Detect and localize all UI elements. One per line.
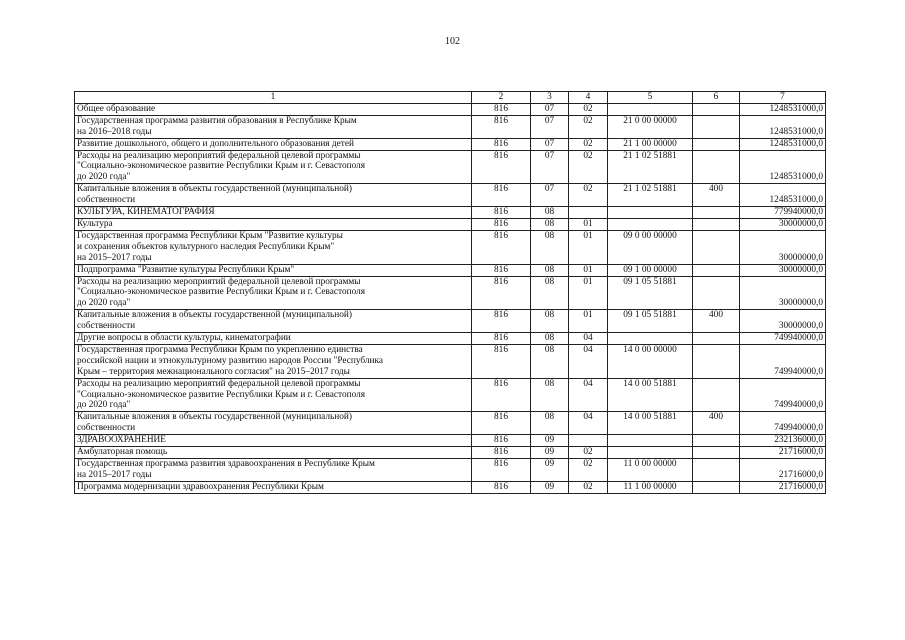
item-name-cell: Государственная программа Республики Крым "Развитие культуры и сохранения объектов культурного наследия Республики Крым" на 2015–2017 годы	[75, 230, 472, 264]
expense-type-cell: 400	[693, 184, 740, 207]
expense-type-cell	[693, 435, 740, 447]
amount-cell: 21716000,0	[740, 481, 826, 493]
ministry-code-cell: 816	[472, 138, 531, 150]
table-row	[75, 447, 826, 459]
section-code-cell: 09	[531, 435, 569, 447]
subsection-code-cell: 01	[569, 230, 608, 264]
item-name-cell: Государственная программа Республики Крым по укреплению единства российской нации и этнокультурному развитию народов России "Республика Крым – территория межнационального согласия" на 2015–2017 годы	[75, 344, 472, 378]
table-row	[75, 264, 826, 276]
table-row	[75, 207, 826, 219]
subsection-code-cell: 01	[569, 218, 608, 230]
header-cell: 7	[740, 92, 826, 104]
amount-cell: 749940000,0	[740, 412, 826, 435]
ministry-code-cell: 816	[472, 459, 531, 482]
expense-type-cell	[693, 276, 740, 310]
item-name-cell: Развитие дошкольного, общего и дополнительного образования детей	[75, 138, 472, 150]
target-article-cell	[608, 103, 693, 115]
expense-type-cell: 400	[693, 310, 740, 333]
subsection-code-cell: 02	[569, 184, 608, 207]
amount-cell: 30000000,0	[740, 276, 826, 310]
subsection-code-cell	[569, 207, 608, 219]
section-code-cell: 08	[531, 264, 569, 276]
table-row	[75, 459, 826, 482]
item-name-cell: Капитальные вложения в объекты государственной (муниципальной) собственности	[75, 310, 472, 333]
subsection-code-cell: 02	[569, 481, 608, 493]
table-row	[75, 481, 826, 493]
section-code-cell: 08	[531, 276, 569, 310]
budget-table	[74, 91, 826, 494]
ministry-code-cell: 816	[472, 230, 531, 264]
section-code-cell: 07	[531, 103, 569, 115]
amount-cell: 21716000,0	[740, 459, 826, 482]
section-code-cell: 08	[531, 344, 569, 378]
ministry-code-cell: 816	[472, 378, 531, 412]
table-row	[75, 150, 826, 184]
header-cell: 4	[569, 92, 608, 104]
table-row	[75, 230, 826, 264]
header-cell: 6	[693, 92, 740, 104]
item-name-cell: КУЛЬТУРА, КИНЕМАТОГРАФИЯ	[75, 207, 472, 219]
amount-cell: 1248531000,0	[740, 103, 826, 115]
table-row	[75, 276, 826, 310]
table-row	[75, 184, 826, 207]
section-code-cell: 08	[531, 333, 569, 345]
ministry-code-cell: 816	[472, 207, 531, 219]
item-name-cell: Капитальные вложения в объекты государственной (муниципальной) собственности	[75, 184, 472, 207]
expense-type-cell: 400	[693, 412, 740, 435]
subsection-code-cell: 02	[569, 138, 608, 150]
item-name-cell: Расходы на реализацию мероприятий федеральной целевой программы "Социально-экономическое развитие Республики Крым и г. Севастополя до 2020 года"	[75, 276, 472, 310]
item-name-cell: Культура	[75, 218, 472, 230]
section-code-cell: 07	[531, 115, 569, 138]
target-article-cell: 21 1 02 51881	[608, 150, 693, 184]
target-article-cell	[608, 447, 693, 459]
subsection-code-cell: 02	[569, 103, 608, 115]
section-code-cell: 07	[531, 150, 569, 184]
table-row	[75, 310, 826, 333]
table-row	[75, 435, 826, 447]
target-article-cell	[608, 333, 693, 345]
item-name-cell: Государственная программа развития здравоохранения в Республике Крым на 2015–2017 годы	[75, 459, 472, 482]
item-name-cell: Другие вопросы в области культуры, кинематографии	[75, 333, 472, 345]
ministry-code-cell: 816	[472, 333, 531, 345]
item-name-cell: ЗДРАВООХРАНЕНИЕ	[75, 435, 472, 447]
section-code-cell: 08	[531, 378, 569, 412]
ministry-code-cell: 816	[472, 115, 531, 138]
amount-cell: 749940000,0	[740, 378, 826, 412]
target-article-cell: 21 1 02 51881	[608, 184, 693, 207]
target-article-cell: 21 0 00 00000	[608, 115, 693, 138]
target-article-cell	[608, 207, 693, 219]
target-article-cell: 09 1 05 51881	[608, 310, 693, 333]
item-name-cell: Программа модернизации здравоохранения Республики Крым	[75, 481, 472, 493]
expense-type-cell	[693, 447, 740, 459]
table-row	[75, 333, 826, 345]
subsection-code-cell	[569, 435, 608, 447]
expense-type-cell	[693, 138, 740, 150]
expense-type-cell	[693, 378, 740, 412]
expense-type-cell	[693, 218, 740, 230]
table-row	[75, 218, 826, 230]
ministry-code-cell: 816	[472, 310, 531, 333]
table-row	[75, 344, 826, 378]
header-cell: 3	[531, 92, 569, 104]
amount-cell: 21716000,0	[740, 447, 826, 459]
item-name-cell: Расходы на реализацию мероприятий федеральной целевой программы "Социально-экономическое развитие Республики Крым и г. Севастополя до 2020 года"	[75, 378, 472, 412]
expense-type-cell	[693, 459, 740, 482]
target-article-cell: 09 0 00 00000	[608, 230, 693, 264]
item-name-cell: Капитальные вложения в объекты государственной (муниципальной) собственности	[75, 412, 472, 435]
subsection-code-cell: 04	[569, 378, 608, 412]
amount-cell: 1248531000,0	[740, 150, 826, 184]
expense-type-cell	[693, 103, 740, 115]
ministry-code-cell: 816	[472, 184, 531, 207]
amount-cell: 30000000,0	[740, 264, 826, 276]
target-article-cell: 21 1 00 00000	[608, 138, 693, 150]
item-name-cell: Общее образование	[75, 103, 472, 115]
section-code-cell: 09	[531, 481, 569, 493]
expense-type-cell	[693, 344, 740, 378]
amount-cell: 30000000,0	[740, 310, 826, 333]
target-article-cell: 11 1 00 00000	[608, 481, 693, 493]
target-article-cell: 09 1 00 00000	[608, 264, 693, 276]
expense-type-cell	[693, 207, 740, 219]
expense-type-cell	[693, 230, 740, 264]
amount-cell: 749940000,0	[740, 344, 826, 378]
amount-cell: 1248531000,0	[740, 115, 826, 138]
table-row	[75, 412, 826, 435]
page-number: 102	[445, 36, 460, 47]
header-cell: 2	[472, 92, 531, 104]
expense-type-cell	[693, 481, 740, 493]
ministry-code-cell: 816	[472, 218, 531, 230]
target-article-cell: 14 0 00 51881	[608, 412, 693, 435]
section-code-cell: 07	[531, 138, 569, 150]
ministry-code-cell: 816	[472, 150, 531, 184]
ministry-code-cell: 816	[472, 344, 531, 378]
section-code-cell: 08	[531, 207, 569, 219]
section-code-cell: 08	[531, 412, 569, 435]
section-code-cell: 08	[531, 310, 569, 333]
amount-cell: 779940000,0	[740, 207, 826, 219]
subsection-code-cell: 02	[569, 115, 608, 138]
section-code-cell: 08	[531, 218, 569, 230]
item-name-cell: Расходы на реализацию мероприятий федеральной целевой программы "Социально-экономическое развитие Республики Крым и г. Севастополя до 2020 года"	[75, 150, 472, 184]
header-row	[75, 92, 826, 104]
subsection-code-cell: 04	[569, 333, 608, 345]
expense-type-cell	[693, 115, 740, 138]
subsection-code-cell: 02	[569, 150, 608, 184]
target-article-cell	[608, 435, 693, 447]
table-row	[75, 103, 826, 115]
ministry-code-cell: 816	[472, 447, 531, 459]
ministry-code-cell: 816	[472, 264, 531, 276]
ministry-code-cell: 816	[472, 276, 531, 310]
expense-type-cell	[693, 264, 740, 276]
target-article-cell: 09 1 05 51881	[608, 276, 693, 310]
section-code-cell: 07	[531, 184, 569, 207]
target-article-cell: 14 0 00 51881	[608, 378, 693, 412]
subsection-code-cell: 02	[569, 447, 608, 459]
item-name-cell: Подпрограмма "Развитие культуры Республики Крым"	[75, 264, 472, 276]
target-article-cell: 14 0 00 00000	[608, 344, 693, 378]
amount-cell: 1248531000,0	[740, 184, 826, 207]
table-row	[75, 115, 826, 138]
subsection-code-cell: 01	[569, 276, 608, 310]
item-name-cell: Государственная программа развития образования в Республике Крым на 2016–2018 годы	[75, 115, 472, 138]
ministry-code-cell: 816	[472, 435, 531, 447]
subsection-code-cell: 04	[569, 412, 608, 435]
subsection-code-cell: 01	[569, 310, 608, 333]
amount-cell: 232136000,0	[740, 435, 826, 447]
expense-type-cell	[693, 150, 740, 184]
amount-cell: 30000000,0	[740, 218, 826, 230]
amount-cell: 1248531000,0	[740, 138, 826, 150]
target-article-cell: 11 0 00 00000	[608, 459, 693, 482]
expense-type-cell	[693, 333, 740, 345]
ministry-code-cell: 816	[472, 412, 531, 435]
section-code-cell: 09	[531, 447, 569, 459]
item-name-cell: Амбулаторная помощь	[75, 447, 472, 459]
table-row	[75, 378, 826, 412]
subsection-code-cell: 01	[569, 264, 608, 276]
section-code-cell: 08	[531, 230, 569, 264]
target-article-cell	[608, 218, 693, 230]
amount-cell: 30000000,0	[740, 230, 826, 264]
amount-cell: 749940000,0	[740, 333, 826, 345]
table-row	[75, 138, 826, 150]
subsection-code-cell: 04	[569, 344, 608, 378]
section-code-cell: 09	[531, 459, 569, 482]
ministry-code-cell: 816	[472, 481, 531, 493]
header-cell: 5	[608, 92, 693, 104]
header-cell: 1	[75, 92, 472, 104]
ministry-code-cell: 816	[472, 103, 531, 115]
subsection-code-cell: 02	[569, 459, 608, 482]
